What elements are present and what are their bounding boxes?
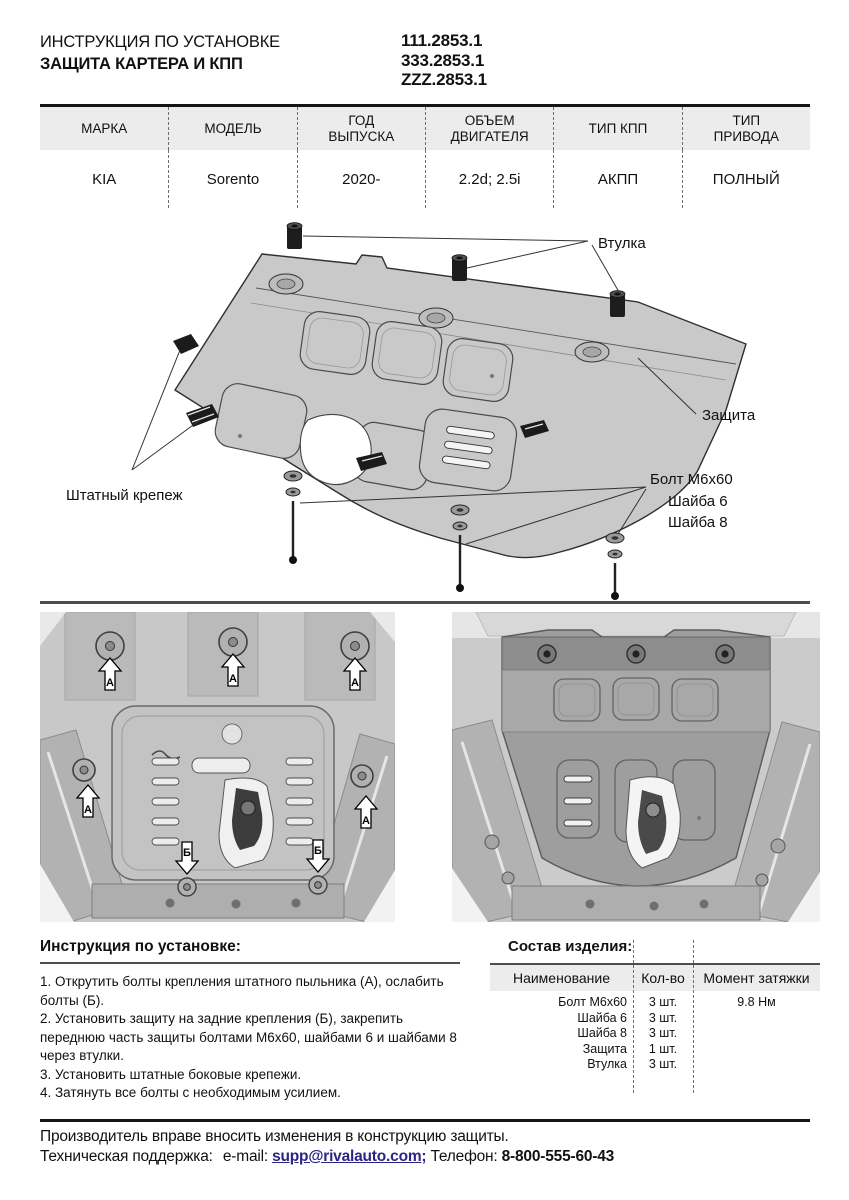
footer [40, 1127, 614, 1167]
spec-header-brand: МАРКА [40, 107, 168, 150]
spec-header-gearbox: ТИП КПП [553, 107, 681, 150]
spec-data-row [40, 150, 810, 208]
bolt-washer-set-icon [606, 533, 624, 600]
part-qty: 3 шт. [648, 1010, 678, 1025]
installation-instructions [40, 938, 480, 1103]
marker-a: А [229, 673, 237, 685]
part-name: Шайба 8 [577, 1026, 627, 1040]
support-label: Техническая поддержка: [40, 1148, 213, 1165]
installed-plate [502, 630, 770, 886]
parts-row [490, 1057, 820, 1073]
stock-fastener-label: Штатный крепеж [66, 487, 183, 504]
part-torque [693, 1011, 820, 1027]
part-qty: 1 шт. [648, 1041, 678, 1056]
instructions-rule [40, 962, 460, 964]
spec-header-engine: ОБЪЕМ ДВИГАТЕЛЯ [425, 107, 553, 150]
spec-header-drive: ТИП ПРИВОДА [682, 107, 810, 150]
parts-row [490, 1042, 820, 1058]
vehicle-spec-table [40, 104, 810, 208]
part-number: 333.2853.1 [401, 50, 485, 70]
parts-row [490, 995, 820, 1011]
part-numbers [401, 31, 487, 90]
parts-list [490, 938, 820, 1098]
parts-heading: Состав изделия: [508, 938, 633, 955]
bolt-label: Болт М6х60 [650, 471, 733, 488]
email-separator: ; [421, 1148, 427, 1165]
part-torque: 9.8 Нм [737, 995, 776, 1009]
marker-a: А [362, 815, 370, 827]
exploded-diagram [40, 208, 810, 601]
parts-rows [490, 995, 820, 1073]
spec-engine: 2.2d; 2.5i [425, 150, 553, 208]
document-subtitle: ЗАЩИТА КАРТЕРА И КПП [40, 55, 243, 73]
document-title: ИНСТРУКЦИЯ ПО УСТАНОВКЕ [40, 33, 280, 51]
part-name: Шайба 6 [577, 1010, 627, 1025]
part-number: 111.2853.1 [401, 31, 483, 50]
part-torque [693, 1026, 820, 1042]
bushing-icon [452, 255, 467, 281]
instruction-steps [40, 973, 462, 1103]
washer6-label: Шайба 6 [668, 493, 728, 510]
support-email-link[interactable]: supp@rivalauto.com [272, 1148, 422, 1165]
footer-rule [40, 1119, 810, 1122]
parts-row [490, 1011, 820, 1027]
instruction-step: 4. Затянуть все болты с необходимым усилием. [40, 1085, 341, 1100]
parts-row [490, 1026, 820, 1042]
plate-label: Защита [702, 407, 756, 424]
instruction-step: 1. Открутить болты крепления штатного пыльника (А), ослабить болты (Б). [40, 974, 444, 1008]
document-header [40, 33, 280, 74]
part-name: Втулка [587, 1057, 627, 1071]
email-label: e-mail: [222, 1148, 268, 1165]
bushing-icon [287, 223, 302, 249]
parts-header-qty: Кол-во [641, 970, 685, 986]
parts-header-name: Наименование [512, 970, 611, 986]
spec-brand: KIA [40, 150, 168, 208]
instruction-step: 3. Установить штатные боковые крепежи. [40, 1066, 302, 1082]
spec-gearbox: АКПП [553, 150, 681, 208]
marker-a: А [106, 677, 114, 689]
bolt-washer-set-icon [284, 471, 302, 564]
photo-mounting-points [40, 612, 395, 922]
bushing-icon [610, 291, 625, 317]
part-number: ZZZ.2853.1 [401, 70, 487, 89]
phone-label: Телефон: [430, 1148, 498, 1165]
marker-b: Б [314, 845, 322, 857]
marker-a: А [84, 804, 92, 816]
spec-model: Sorento [168, 150, 296, 208]
part-qty: 3 шт. [648, 1057, 678, 1071]
spec-header-year: ГОД ВЫПУСКА [297, 107, 425, 150]
plate-vent-slats [442, 426, 495, 469]
spec-drive: ПОЛНЫЙ [682, 150, 810, 208]
plate-cutout [300, 414, 371, 484]
part-torque [693, 1057, 820, 1073]
instruction-step: 2. Установить защиту на задние крепления (Б), закрепить переднюю часть защиты болтами М6х60, шайбами 6 и шайбами 8 через втулки. [40, 1011, 457, 1063]
photo-installed-plate [452, 612, 820, 922]
washer8-label: Шайба 8 [668, 514, 728, 531]
parts-header-torque: Момент затяжки [703, 970, 810, 986]
part-name: Болт М6х60 [558, 995, 627, 1009]
manufacturer-note: Производитель вправе вносить изменения в конструкцию защиты. [40, 1128, 509, 1145]
marker-a: А [351, 677, 359, 689]
spec-header-row [40, 107, 810, 150]
bushing-label: Втулка [598, 235, 646, 252]
spec-header-model: МОДЕЛЬ [168, 107, 296, 150]
part-name: Защита [582, 1041, 627, 1056]
spec-year: 2020- [297, 150, 425, 208]
part-qty: 3 шт. [648, 995, 678, 1009]
instructions-heading: Инструкция по установке: [40, 938, 241, 955]
marker-b: Б [183, 847, 191, 859]
part-torque [693, 1042, 820, 1058]
support-line [40, 1147, 614, 1167]
part-qty: 3 шт. [648, 1026, 678, 1040]
support-phone: 8-800-555-60-43 [501, 1148, 615, 1165]
section-divider [40, 601, 810, 604]
